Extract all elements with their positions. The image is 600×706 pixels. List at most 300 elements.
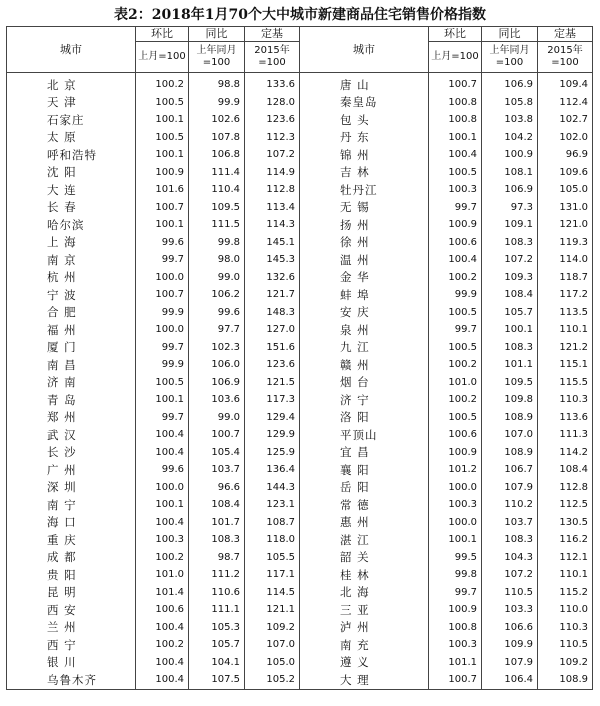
base-value-left: 129.9 [245, 426, 300, 444]
city-name-right: 洛 阳 [300, 409, 429, 427]
yoy-value-right: 101.1 [482, 356, 538, 374]
city-name-left: 西 安 [7, 601, 136, 619]
base-header-left: 定基 [245, 27, 300, 42]
yoy-value-left: 107.8 [189, 129, 245, 147]
city-name-right: 吉 林 [300, 164, 429, 182]
yoy-value-right: 107.9 [482, 479, 538, 497]
mom-value-left: 100.7 [136, 199, 189, 217]
yoy-value-right: 100.9 [482, 146, 538, 164]
yoy-value-left: 103.7 [189, 461, 245, 479]
mom-value-right: 100.1 [429, 129, 482, 147]
yoy-value-left: 98.7 [189, 549, 245, 567]
city-column-header-right: 城市 [300, 27, 429, 73]
mom-value-right: 100.3 [429, 181, 482, 199]
table-row [7, 601, 593, 619]
table-row [7, 514, 593, 532]
base-value-left: 128.0 [245, 94, 300, 112]
base-value-left: 105.5 [245, 549, 300, 567]
city-name-left: 长 春 [7, 199, 136, 217]
base-value-left: 145.1 [245, 234, 300, 252]
city-name-right: 唐 山 [300, 73, 429, 94]
base-value-right: 118.7 [538, 269, 593, 287]
yoy-value-right: 108.3 [482, 339, 538, 357]
base-value-right: 117.2 [538, 286, 593, 304]
mom-value-right: 100.4 [429, 146, 482, 164]
yoy-value-right: 108.3 [482, 234, 538, 252]
yoy-value-right: 106.9 [482, 73, 538, 94]
table-row [7, 496, 593, 514]
yoy-value-right: 107.2 [482, 251, 538, 269]
base-value-right: 105.0 [538, 181, 593, 199]
city-name-right: 泸 州 [300, 619, 429, 637]
yoy-value-left: 99.9 [189, 94, 245, 112]
mom-value-right: 100.5 [429, 304, 482, 322]
city-column-header-left: 城市 [7, 27, 136, 73]
yoy-value-left: 106.0 [189, 356, 245, 374]
mom-value-left: 99.9 [136, 304, 189, 322]
yoy-value-left: 99.8 [189, 234, 245, 252]
city-name-left: 哈尔滨 [7, 216, 136, 234]
table-row [7, 391, 593, 409]
city-name-right: 韶 关 [300, 549, 429, 567]
table-title: 表2：2018年1月70个大中城市新建商品住宅销售价格指数 [114, 7, 486, 23]
yoy-value-right: 105.7 [482, 304, 538, 322]
city-name-right: 金 华 [300, 269, 429, 287]
base-value-right: 110.0 [538, 601, 593, 619]
city-name-right: 襄 阳 [300, 461, 429, 479]
mom-value-left: 100.9 [136, 164, 189, 182]
yoy-value-right: 106.4 [482, 671, 538, 689]
table-row [7, 94, 593, 112]
mom-value-left: 100.0 [136, 321, 189, 339]
base-value-right: 108.9 [538, 671, 593, 689]
table-row [7, 356, 593, 374]
yoy-value-left: 110.4 [189, 181, 245, 199]
city-name-left: 郑 州 [7, 409, 136, 427]
mom-value-left: 100.4 [136, 654, 189, 672]
base-value-left: 125.9 [245, 444, 300, 462]
table-row [7, 619, 593, 637]
table-row [7, 671, 593, 689]
mom-value-right: 101.0 [429, 374, 482, 392]
yoy-value-right: 108.9 [482, 444, 538, 462]
mom-value-right: 100.4 [429, 251, 482, 269]
base-value-right: 114.2 [538, 444, 593, 462]
base-value-right: 116.2 [538, 531, 593, 549]
mom-value-right: 100.7 [429, 671, 482, 689]
city-name-left: 海 口 [7, 514, 136, 532]
city-name-right: 赣 州 [300, 356, 429, 374]
base-value-left: 112.8 [245, 181, 300, 199]
base-value-right: 115.5 [538, 374, 593, 392]
base-value-left: 121.5 [245, 374, 300, 392]
yoy-value-right: 103.8 [482, 111, 538, 129]
city-name-left: 厦 门 [7, 339, 136, 357]
yoy-value-left: 98.0 [189, 251, 245, 269]
mom-value-right: 100.9 [429, 216, 482, 234]
table-row [7, 181, 593, 199]
base-value-left: 144.3 [245, 479, 300, 497]
base-value-right: 110.1 [538, 321, 593, 339]
yoy-value-right: 103.3 [482, 601, 538, 619]
mom-value-left: 100.4 [136, 514, 189, 532]
city-name-left: 重 庆 [7, 531, 136, 549]
mom-value-right: 99.5 [429, 549, 482, 567]
base-value-right: 109.6 [538, 164, 593, 182]
mom-value-left: 100.1 [136, 216, 189, 234]
mom-value-left: 99.7 [136, 251, 189, 269]
base-value-left: 145.3 [245, 251, 300, 269]
mom-value-left: 99.6 [136, 234, 189, 252]
mom-value-left: 100.0 [136, 269, 189, 287]
base-value-left: 105.2 [245, 671, 300, 689]
city-name-right: 平顶山 [300, 426, 429, 444]
mom-value-right: 100.2 [429, 391, 482, 409]
yoy-value-right: 106.9 [482, 181, 538, 199]
city-name-right: 大 理 [300, 671, 429, 689]
yoy-value-left: 99.0 [189, 269, 245, 287]
table-row [7, 444, 593, 462]
city-name-right: 锦 州 [300, 146, 429, 164]
base-value-left: 117.1 [245, 566, 300, 584]
mom-value-left: 100.6 [136, 601, 189, 619]
yoy-value-right: 109.5 [482, 374, 538, 392]
city-name-right: 北 海 [300, 584, 429, 602]
city-name-left: 杭 州 [7, 269, 136, 287]
base-value-right: 121.2 [538, 339, 593, 357]
city-name-right: 无 锡 [300, 199, 429, 217]
base-value-right: 110.3 [538, 619, 593, 637]
mom-value-left: 100.1 [136, 146, 189, 164]
mom-value-left: 100.1 [136, 111, 189, 129]
city-name-left: 上 海 [7, 234, 136, 252]
mom-value-left: 100.4 [136, 619, 189, 637]
yoy-value-right: 110.5 [482, 584, 538, 602]
yoy-value-left: 105.7 [189, 636, 245, 654]
mom-value-left: 101.0 [136, 566, 189, 584]
city-name-left: 沈 阳 [7, 164, 136, 182]
yoy-value-left: 111.5 [189, 216, 245, 234]
yoy-value-left: 106.9 [189, 374, 245, 392]
mom-value-right: 100.8 [429, 111, 482, 129]
yoy-value-left: 102.6 [189, 111, 245, 129]
city-name-right: 安 庆 [300, 304, 429, 322]
yoy-value-left: 99.6 [189, 304, 245, 322]
table-row [7, 286, 593, 304]
table-row [7, 426, 593, 444]
mom-value-right: 100.9 [429, 444, 482, 462]
city-name-right: 湛 江 [300, 531, 429, 549]
yoy-value-right: 108.4 [482, 286, 538, 304]
yoy-value-left: 98.8 [189, 73, 245, 94]
mom-value-right: 100.5 [429, 409, 482, 427]
yoy-value-left: 111.4 [189, 164, 245, 182]
base-value-right: 113.6 [538, 409, 593, 427]
base-value-left: 121.7 [245, 286, 300, 304]
mom-value-left: 99.7 [136, 409, 189, 427]
mom-value-left: 100.2 [136, 636, 189, 654]
table-row [7, 234, 593, 252]
mom-value-left: 100.5 [136, 94, 189, 112]
city-name-left: 长 沙 [7, 444, 136, 462]
yoy-value-left: 111.2 [189, 566, 245, 584]
yoy-value-left: 110.6 [189, 584, 245, 602]
table-row [7, 531, 593, 549]
table-row [7, 339, 593, 357]
base-value-right: 111.3 [538, 426, 593, 444]
base-value-left: 113.4 [245, 199, 300, 217]
mom-value-right: 100.8 [429, 619, 482, 637]
base-value-right: 109.2 [538, 654, 593, 672]
mom-value-right: 100.8 [429, 94, 482, 112]
mom-value-right: 101.1 [429, 654, 482, 672]
mom-value-left: 100.5 [136, 129, 189, 147]
header-row-top [7, 27, 593, 42]
city-name-right: 蚌 埠 [300, 286, 429, 304]
city-name-right: 丹 东 [300, 129, 429, 147]
yoy-value-left: 102.3 [189, 339, 245, 357]
base-subheader-left: 2015年=100 [245, 42, 300, 73]
base-value-left: 123.6 [245, 111, 300, 129]
table-row [7, 654, 593, 672]
yoy-value-right: 97.3 [482, 199, 538, 217]
base-value-right: 102.7 [538, 111, 593, 129]
yoy-value-left: 96.6 [189, 479, 245, 497]
city-name-right: 惠 州 [300, 514, 429, 532]
base-value-left: 151.6 [245, 339, 300, 357]
yoy-value-right: 108.3 [482, 531, 538, 549]
base-value-left: 123.1 [245, 496, 300, 514]
mom-value-right: 99.7 [429, 584, 482, 602]
yoy-value-left: 111.1 [189, 601, 245, 619]
base-value-left: 127.0 [245, 321, 300, 339]
yoy-value-left: 106.8 [189, 146, 245, 164]
yoy-value-left: 101.7 [189, 514, 245, 532]
mom-value-right: 100.6 [429, 234, 482, 252]
base-value-left: 114.5 [245, 584, 300, 602]
mom-value-right: 100.2 [429, 356, 482, 374]
mom-value-left: 99.9 [136, 356, 189, 374]
yoy-value-right: 104.2 [482, 129, 538, 147]
mom-value-left: 100.5 [136, 374, 189, 392]
yoy-value-right: 107.9 [482, 654, 538, 672]
base-value-right: 119.3 [538, 234, 593, 252]
base-value-right: 112.1 [538, 549, 593, 567]
yoy-value-right: 106.6 [482, 619, 538, 637]
base-value-right: 110.1 [538, 566, 593, 584]
table-row [7, 216, 593, 234]
mom-header-right: 环比 [429, 27, 482, 42]
city-name-left: 呼和浩特 [7, 146, 136, 164]
city-name-right: 秦皇岛 [300, 94, 429, 112]
city-name-right: 南 充 [300, 636, 429, 654]
mom-value-left: 100.7 [136, 286, 189, 304]
mom-value-left: 100.1 [136, 496, 189, 514]
city-name-right: 三 亚 [300, 601, 429, 619]
yoy-subheader-left: 上年同月=100 [189, 42, 245, 73]
mom-value-right: 100.2 [429, 269, 482, 287]
yoy-value-right: 109.3 [482, 269, 538, 287]
city-name-left: 大 连 [7, 181, 136, 199]
yoy-value-left: 105.3 [189, 619, 245, 637]
base-value-left: 109.2 [245, 619, 300, 637]
base-header-right: 定基 [538, 27, 593, 42]
yoy-value-left: 107.5 [189, 671, 245, 689]
yoy-subheader-right: 上年同月=100 [482, 42, 538, 73]
base-value-right: 112.4 [538, 94, 593, 112]
mom-value-left: 99.6 [136, 461, 189, 479]
mom-value-left: 100.0 [136, 479, 189, 497]
base-value-left: 105.0 [245, 654, 300, 672]
yoy-value-right: 109.1 [482, 216, 538, 234]
base-value-right: 112.5 [538, 496, 593, 514]
table-row [7, 111, 593, 129]
table-row [7, 146, 593, 164]
yoy-value-right: 104.3 [482, 549, 538, 567]
base-value-right: 115.2 [538, 584, 593, 602]
city-name-right: 遵 义 [300, 654, 429, 672]
base-subheader-right: 2015年=100 [538, 42, 593, 73]
mom-value-left: 101.4 [136, 584, 189, 602]
table-row [7, 73, 593, 94]
yoy-value-left: 108.4 [189, 496, 245, 514]
base-value-left: 136.4 [245, 461, 300, 479]
city-name-left: 福 州 [7, 321, 136, 339]
yoy-value-right: 105.8 [482, 94, 538, 112]
mom-header-left: 环比 [136, 27, 189, 42]
mom-value-right: 100.7 [429, 73, 482, 94]
base-value-left: 107.2 [245, 146, 300, 164]
yoy-value-right: 108.9 [482, 409, 538, 427]
base-value-left: 117.3 [245, 391, 300, 409]
price-index-table [6, 26, 593, 690]
table-row [7, 479, 593, 497]
yoy-value-left: 108.3 [189, 531, 245, 549]
table-row [7, 304, 593, 322]
mom-subheader-right: 上月=100 [429, 42, 482, 73]
yoy-header-left: 同比 [189, 27, 245, 42]
city-name-left: 兰 州 [7, 619, 136, 637]
mom-value-right: 100.5 [429, 164, 482, 182]
city-name-right: 九 江 [300, 339, 429, 357]
base-value-right: 121.0 [538, 216, 593, 234]
base-value-left: 114.3 [245, 216, 300, 234]
city-name-right: 宜 昌 [300, 444, 429, 462]
city-name-left: 济 南 [7, 374, 136, 392]
mom-value-right: 101.2 [429, 461, 482, 479]
mom-value-right: 99.8 [429, 566, 482, 584]
base-value-right: 110.5 [538, 636, 593, 654]
yoy-value-right: 109.9 [482, 636, 538, 654]
mom-value-left: 100.4 [136, 426, 189, 444]
base-value-left: 118.0 [245, 531, 300, 549]
base-value-right: 115.1 [538, 356, 593, 374]
base-value-left: 132.6 [245, 269, 300, 287]
city-name-left: 乌鲁木齐 [7, 671, 136, 689]
city-name-left: 南 京 [7, 251, 136, 269]
city-name-left: 南 昌 [7, 356, 136, 374]
yoy-value-right: 107.2 [482, 566, 538, 584]
mom-value-right: 100.3 [429, 636, 482, 654]
city-name-right: 徐 州 [300, 234, 429, 252]
base-value-right: 102.0 [538, 129, 593, 147]
table-row [7, 549, 593, 567]
table-row [7, 409, 593, 427]
city-name-right: 牡丹江 [300, 181, 429, 199]
table-row [7, 636, 593, 654]
base-value-left: 129.4 [245, 409, 300, 427]
city-name-left: 武 汉 [7, 426, 136, 444]
city-name-left: 成 都 [7, 549, 136, 567]
table-row [7, 566, 593, 584]
base-value-left: 112.3 [245, 129, 300, 147]
mom-subheader-left: 上月=100 [136, 42, 189, 73]
city-name-left: 太 原 [7, 129, 136, 147]
mom-value-left: 100.4 [136, 671, 189, 689]
base-value-left: 123.6 [245, 356, 300, 374]
city-name-left: 南 宁 [7, 496, 136, 514]
yoy-header-right: 同比 [482, 27, 538, 42]
city-name-left: 北 京 [7, 73, 136, 94]
yoy-value-right: 103.7 [482, 514, 538, 532]
base-value-left: 114.9 [245, 164, 300, 182]
yoy-value-right: 107.0 [482, 426, 538, 444]
mom-value-right: 100.3 [429, 496, 482, 514]
city-name-right: 济 宁 [300, 391, 429, 409]
base-value-right: 110.3 [538, 391, 593, 409]
base-value-left: 133.6 [245, 73, 300, 94]
base-value-left: 107.0 [245, 636, 300, 654]
city-name-left: 石家庄 [7, 111, 136, 129]
mom-value-left: 100.2 [136, 549, 189, 567]
table-body [7, 73, 593, 690]
base-value-right: 130.5 [538, 514, 593, 532]
yoy-value-left: 109.5 [189, 199, 245, 217]
table-row [7, 129, 593, 147]
yoy-value-left: 100.7 [189, 426, 245, 444]
mom-value-right: 100.0 [429, 479, 482, 497]
base-value-right: 131.0 [538, 199, 593, 217]
city-name-right: 温 州 [300, 251, 429, 269]
base-value-right: 109.4 [538, 73, 593, 94]
base-value-left: 108.7 [245, 514, 300, 532]
city-name-left: 广 州 [7, 461, 136, 479]
mom-value-right: 100.9 [429, 601, 482, 619]
city-name-right: 烟 台 [300, 374, 429, 392]
base-value-right: 108.4 [538, 461, 593, 479]
base-value-right: 112.8 [538, 479, 593, 497]
mom-value-left: 100.3 [136, 531, 189, 549]
yoy-value-right: 109.8 [482, 391, 538, 409]
table-row [7, 584, 593, 602]
city-name-right: 扬 州 [300, 216, 429, 234]
yoy-value-left: 105.4 [189, 444, 245, 462]
yoy-value-right: 100.1 [482, 321, 538, 339]
city-name-left: 贵 阳 [7, 566, 136, 584]
mom-value-right: 100.6 [429, 426, 482, 444]
mom-value-right: 100.1 [429, 531, 482, 549]
mom-value-left: 100.4 [136, 444, 189, 462]
table-row [7, 374, 593, 392]
base-value-left: 121.1 [245, 601, 300, 619]
yoy-value-left: 106.2 [189, 286, 245, 304]
mom-value-left: 99.7 [136, 339, 189, 357]
city-name-right: 包 头 [300, 111, 429, 129]
yoy-value-right: 108.1 [482, 164, 538, 182]
mom-value-right: 99.7 [429, 199, 482, 217]
mom-value-right: 100.5 [429, 339, 482, 357]
city-name-right: 岳 阳 [300, 479, 429, 497]
